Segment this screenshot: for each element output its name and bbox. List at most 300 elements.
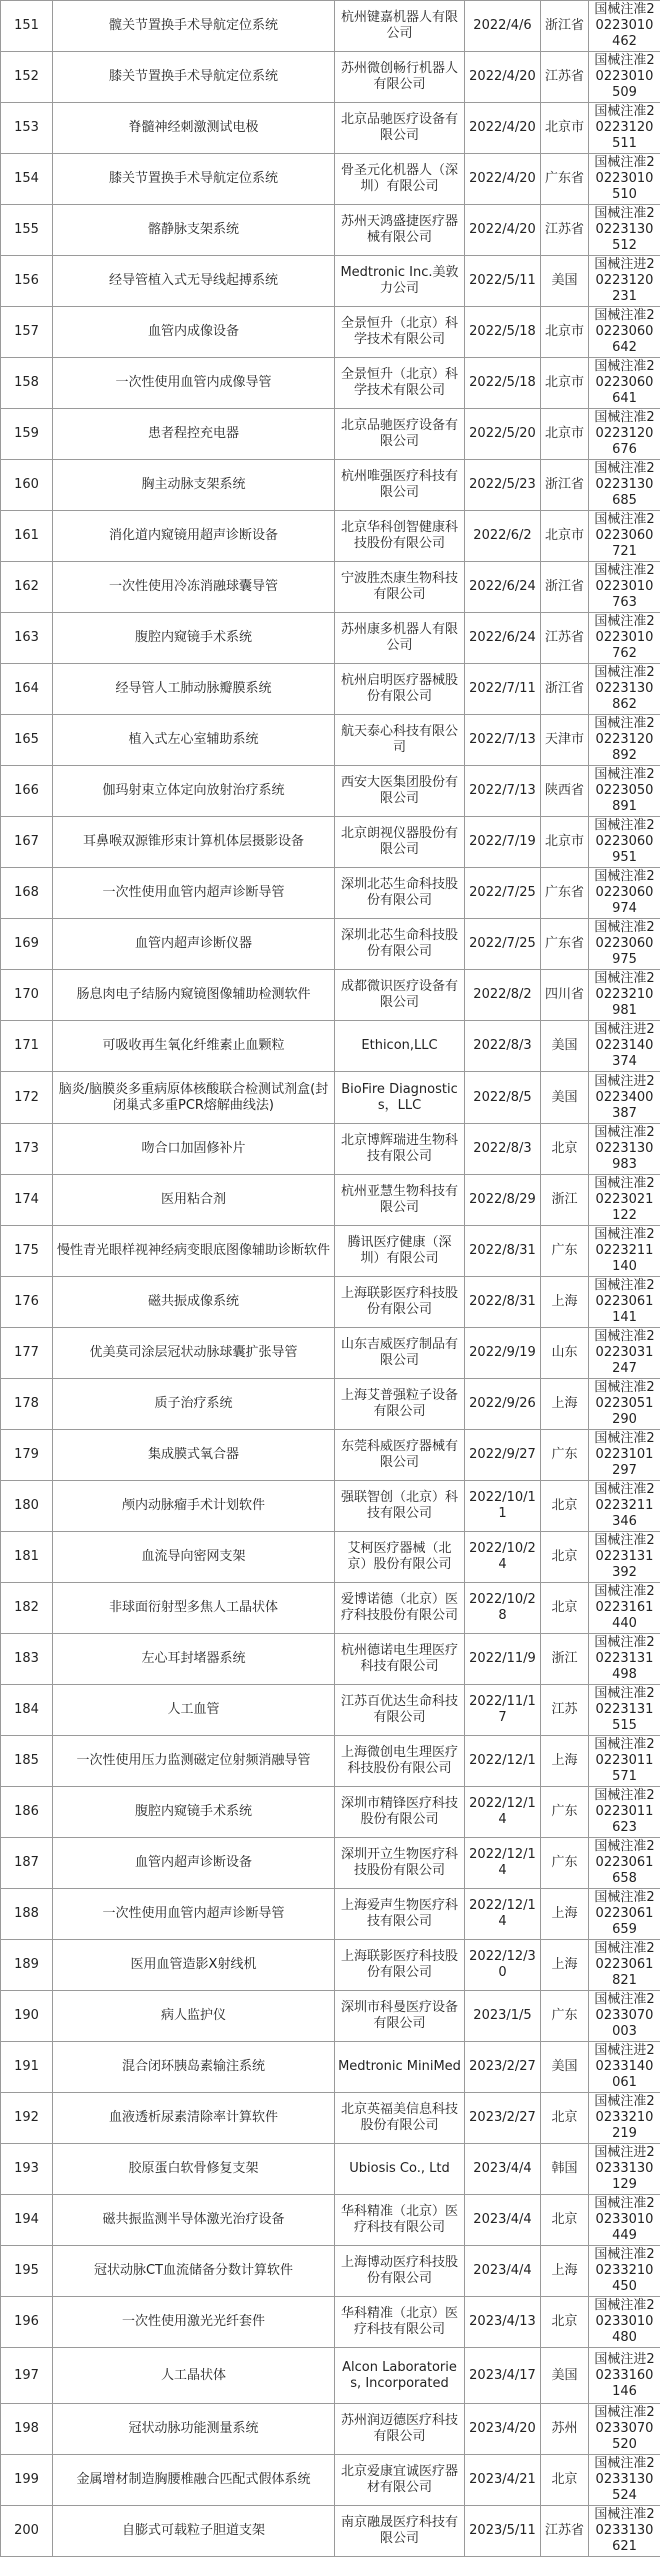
- row-number-cell: 198: [1, 2404, 53, 2455]
- table-row: [1, 2348, 660, 2404]
- table-row: [1, 307, 660, 358]
- table-row: [1, 1124, 660, 1175]
- registration-number-cell: 国械注准20233210450: [589, 2246, 660, 2297]
- registration-number-cell: 国械注准20233130524: [589, 2455, 660, 2506]
- region-cell: 广东: [541, 1838, 589, 1889]
- row-number-cell: 199: [1, 2455, 53, 2506]
- approval-date-cell: 2022/8/5: [465, 1072, 541, 1124]
- table-row: [1, 919, 660, 970]
- table-row: [1, 205, 660, 256]
- registration-number-cell: 国械注准20223060974: [589, 868, 660, 919]
- table-row: [1, 2246, 660, 2297]
- device-name-cell: 左心耳封堵器系统: [53, 1634, 335, 1685]
- region-cell: 上海: [541, 1736, 589, 1787]
- table-row: [1, 460, 660, 511]
- registration-number-cell: 国械注准20233010449: [589, 2195, 660, 2246]
- approval-date-cell: 2022/12/1: [465, 1736, 541, 1787]
- company-cell: 东莞科威医疗器械有限公司: [335, 1430, 465, 1481]
- table-row: [1, 613, 660, 664]
- device-name-cell: 髋关节置换手术导航定位系统: [53, 1, 335, 52]
- registration-number-cell: 国械注准20233070003: [589, 1991, 660, 2042]
- approval-date-cell: 2022/4/6: [465, 1, 541, 52]
- device-name-cell: 胸主动脉支架系统: [53, 460, 335, 511]
- device-name-cell: 人工晶状体: [53, 2348, 335, 2404]
- registration-number-cell: 国械注准20223130685: [589, 460, 660, 511]
- row-number-cell: 152: [1, 52, 53, 103]
- device-name-cell: 质子治疗系统: [53, 1379, 335, 1430]
- device-name-cell: 冠状动脉CT血流储备分数计算软件: [53, 2246, 335, 2297]
- table-row: [1, 358, 660, 409]
- region-cell: 北京: [541, 1583, 589, 1634]
- company-cell: 上海艾普强粒子设备有限公司: [335, 1379, 465, 1430]
- company-cell: 全景恒升（北京）科学技术有限公司: [335, 307, 465, 358]
- table-row: [1, 1481, 660, 1532]
- approval-date-cell: 2022/7/25: [465, 919, 541, 970]
- approval-date-cell: 2022/9/26: [465, 1379, 541, 1430]
- company-cell: 强联智创（北京）科技有限公司: [335, 1481, 465, 1532]
- approval-date-cell: 2022/5/11: [465, 256, 541, 307]
- registration-number-cell: 国械注准20223120892: [589, 715, 660, 766]
- device-name-cell: 一次性使用血管内超声诊断导管: [53, 1889, 335, 1940]
- approval-date-cell: 2022/12/14: [465, 1838, 541, 1889]
- company-cell: 北京华科创智健康科技股份有限公司: [335, 511, 465, 562]
- approval-date-cell: 2023/2/27: [465, 2042, 541, 2093]
- table-row: [1, 1736, 660, 1787]
- row-number-cell: 172: [1, 1072, 53, 1124]
- company-cell: 宁波胜杰康生物科技有限公司: [335, 562, 465, 613]
- region-cell: 上海: [541, 1277, 589, 1328]
- registration-number-cell: 国械注准20223161440: [589, 1583, 660, 1634]
- company-cell: 骨圣元化机器人（深圳）有限公司: [335, 154, 465, 205]
- table-row: [1, 970, 660, 1021]
- table-row: [1, 868, 660, 919]
- row-number-cell: 151: [1, 1, 53, 52]
- approval-date-cell: 2022/5/20: [465, 409, 541, 460]
- table-row: [1, 154, 660, 205]
- row-number-cell: 168: [1, 868, 53, 919]
- company-cell: 杭州唯强医疗科技有限公司: [335, 460, 465, 511]
- company-cell: 北京爱康宜诚医疗器材有限公司: [335, 2455, 465, 2506]
- region-cell: 陕西省: [541, 766, 589, 817]
- approval-date-cell: 2023/4/4: [465, 2195, 541, 2246]
- region-cell: 天津市: [541, 715, 589, 766]
- registration-number-cell: 国械注准20223131498: [589, 1634, 660, 1685]
- company-cell: 北京品驰医疗设备有限公司: [335, 409, 465, 460]
- row-number-cell: 169: [1, 919, 53, 970]
- row-number-cell: 191: [1, 2042, 53, 2093]
- table-row: [1, 817, 660, 868]
- company-cell: 华科精准（北京）医疗科技有限公司: [335, 2195, 465, 2246]
- region-cell: 上海: [541, 1379, 589, 1430]
- table-row: [1, 2042, 660, 2093]
- approval-date-cell: 2022/7/25: [465, 868, 541, 919]
- company-cell: 腾讯医疗健康（深圳）有限公司: [335, 1226, 465, 1277]
- row-number-cell: 161: [1, 511, 53, 562]
- approval-date-cell: 2023/4/4: [465, 2246, 541, 2297]
- device-name-cell: 一次性使用血管内超声诊断导管: [53, 868, 335, 919]
- row-number-cell: 157: [1, 307, 53, 358]
- row-number-cell: 173: [1, 1124, 53, 1175]
- company-cell: 苏州天鸿盛捷医疗器械有限公司: [335, 205, 465, 256]
- company-cell: 北京博辉瑞进生物科技有限公司: [335, 1124, 465, 1175]
- company-cell: 深圳市精锋医疗科技股份有限公司: [335, 1787, 465, 1838]
- company-cell: 杭州启明医疗器械股份有限公司: [335, 664, 465, 715]
- table-row: [1, 256, 660, 307]
- row-number-cell: 196: [1, 2297, 53, 2348]
- device-name-cell: 血管内成像设备: [53, 307, 335, 358]
- company-cell: Alcon Laboratories, Incorporated: [335, 2348, 465, 2404]
- registration-number-cell: 国械注准20223010763: [589, 562, 660, 613]
- approval-date-cell: 2022/9/27: [465, 1430, 541, 1481]
- approval-date-cell: 2022/7/19: [465, 817, 541, 868]
- region-cell: 北京市: [541, 409, 589, 460]
- row-number-cell: 167: [1, 817, 53, 868]
- approval-date-cell: 2022/6/24: [465, 562, 541, 613]
- registration-number-cell: 国械注准20223060975: [589, 919, 660, 970]
- region-cell: 浙江省: [541, 562, 589, 613]
- table-row: [1, 2093, 660, 2144]
- table-row: [1, 103, 660, 154]
- registration-number-cell: 国械注准20223130983: [589, 1124, 660, 1175]
- company-cell: 上海微创电生理医疗科技股份有限公司: [335, 1736, 465, 1787]
- table-row: [1, 1889, 660, 1940]
- region-cell: 广东: [541, 1991, 589, 2042]
- registration-number-cell: 国械注准20223060641: [589, 358, 660, 409]
- row-number-cell: 155: [1, 205, 53, 256]
- registration-number-cell: 国械注准20223210981: [589, 970, 660, 1021]
- device-name-cell: 血管内超声诊断仪器: [53, 919, 335, 970]
- region-cell: 江苏省: [541, 52, 589, 103]
- row-number-cell: 193: [1, 2144, 53, 2195]
- company-cell: 上海博动医疗科技股份有限公司: [335, 2246, 465, 2297]
- registration-number-cell: 国械注准20233210219: [589, 2093, 660, 2144]
- device-name-cell: 脑炎/脑膜炎多重病原体核酸联合检测试剂盒(封闭巢式多重PCR熔解曲线法): [53, 1072, 335, 1124]
- company-cell: 上海爱声生物医疗科技有限公司: [335, 1889, 465, 1940]
- table-row: [1, 1379, 660, 1430]
- registration-number-cell: 国械注准20223120676: [589, 409, 660, 460]
- registration-number-cell: 国械注进20223140374: [589, 1021, 660, 1072]
- company-cell: 全景恒升（北京）科学技术有限公司: [335, 358, 465, 409]
- row-number-cell: 187: [1, 1838, 53, 1889]
- row-number-cell: 190: [1, 1991, 53, 2042]
- region-cell: 广东省: [541, 868, 589, 919]
- table-row: [1, 1583, 660, 1634]
- company-cell: 深圳北芯生命科技股份有限公司: [335, 919, 465, 970]
- company-cell: 北京英福美信息科技股份有限公司: [335, 2093, 465, 2144]
- device-name-cell: 血液透析尿素清除率计算软件: [53, 2093, 335, 2144]
- registration-number-cell: 国械注准20223031247: [589, 1328, 660, 1379]
- company-cell: 苏州微创畅行机器人有限公司: [335, 52, 465, 103]
- company-cell: 苏州康多机器人有限公司: [335, 613, 465, 664]
- device-name-cell: 腹腔内窥镜手术系统: [53, 1787, 335, 1838]
- approval-date-cell: 2022/8/3: [465, 1021, 541, 1072]
- approval-date-cell: 2022/8/2: [465, 970, 541, 1021]
- registration-number-cell: 国械注准20223061141: [589, 1277, 660, 1328]
- registration-number-cell: 国械注准20223061658: [589, 1838, 660, 1889]
- row-number-cell: 162: [1, 562, 53, 613]
- region-cell: 江苏省: [541, 205, 589, 256]
- table-row: [1, 2455, 660, 2506]
- registration-number-cell: 国械注准20223101297: [589, 1430, 660, 1481]
- approval-date-cell: 2022/7/13: [465, 715, 541, 766]
- registration-number-cell: 国械注准20223010510: [589, 154, 660, 205]
- approval-date-cell: 2022/7/11: [465, 664, 541, 715]
- table-row: [1, 1277, 660, 1328]
- company-cell: 深圳北芯生命科技股份有限公司: [335, 868, 465, 919]
- region-cell: 北京市: [541, 511, 589, 562]
- company-cell: 北京品驰医疗设备有限公司: [335, 103, 465, 154]
- device-name-cell: 自膨式可载粒子胆道支架: [53, 2506, 335, 2557]
- region-cell: 上海: [541, 1889, 589, 1940]
- table-row: [1, 2506, 660, 2557]
- registration-number-cell: 国械注准20223131515: [589, 1685, 660, 1736]
- device-name-cell: 冠状动脉功能测量系统: [53, 2404, 335, 2455]
- registration-number-cell: 国械注进20233130129: [589, 2144, 660, 2195]
- company-cell: 成都微识医疗设备有限公司: [335, 970, 465, 1021]
- row-number-cell: 164: [1, 664, 53, 715]
- approval-date-cell: 2022/4/20: [465, 205, 541, 256]
- company-cell: 杭州亚慧生物科技有限公司: [335, 1175, 465, 1226]
- company-cell: Ubiosis Co., Ltd: [335, 2144, 465, 2195]
- device-name-cell: 吻合口加固修补片: [53, 1124, 335, 1175]
- device-name-cell: 腹腔内窥镜手术系统: [53, 613, 335, 664]
- registration-number-cell: 国械注准20223051290: [589, 1379, 660, 1430]
- registration-number-cell: 国械注准20233010480: [589, 2297, 660, 2348]
- device-name-cell: 颅内动脉瘤手术计划软件: [53, 1481, 335, 1532]
- region-cell: 四川省: [541, 970, 589, 1021]
- device-name-cell: 髂静脉支架系统: [53, 205, 335, 256]
- table-row: [1, 2404, 660, 2455]
- table-row: [1, 511, 660, 562]
- region-cell: 北京: [541, 2297, 589, 2348]
- row-number-cell: 153: [1, 103, 53, 154]
- table-row: [1, 664, 660, 715]
- region-cell: 北京: [541, 1532, 589, 1583]
- registration-number-cell: 国械注准20223050891: [589, 766, 660, 817]
- company-cell: 华科精准（北京）医疗科技有限公司: [335, 2297, 465, 2348]
- row-number-cell: 180: [1, 1481, 53, 1532]
- table-row: [1, 715, 660, 766]
- device-name-cell: 膝关节置换手术导航定位系统: [53, 52, 335, 103]
- table-row: [1, 1328, 660, 1379]
- registration-number-cell: 国械注准20223060721: [589, 511, 660, 562]
- device-name-cell: 磁共振监测半导体激光治疗设备: [53, 2195, 335, 2246]
- approval-date-cell: 2022/8/29: [465, 1175, 541, 1226]
- approval-date-cell: 2022/5/23: [465, 460, 541, 511]
- region-cell: 浙江: [541, 1175, 589, 1226]
- approval-date-cell: 2022/5/18: [465, 358, 541, 409]
- row-number-cell: 179: [1, 1430, 53, 1481]
- table-row: [1, 1634, 660, 1685]
- region-cell: 浙江: [541, 1634, 589, 1685]
- approval-date-cell: 2022/11/17: [465, 1685, 541, 1736]
- device-name-cell: 患者程控充电器: [53, 409, 335, 460]
- row-number-cell: 184: [1, 1685, 53, 1736]
- approval-date-cell: 2022/10/24: [465, 1532, 541, 1583]
- row-number-cell: 156: [1, 256, 53, 307]
- row-number-cell: 192: [1, 2093, 53, 2144]
- company-cell: 南京融晟医疗科技有限公司: [335, 2506, 465, 2557]
- registration-number-cell: 国械注准20223061821: [589, 1940, 660, 1991]
- row-number-cell: 171: [1, 1021, 53, 1072]
- device-name-cell: 植入式左心室辅助系统: [53, 715, 335, 766]
- device-name-cell: 医用血管造影X射线机: [53, 1940, 335, 1991]
- device-name-cell: 一次性使用血管内成像导管: [53, 358, 335, 409]
- row-number-cell: 185: [1, 1736, 53, 1787]
- approval-date-cell: 2023/5/11: [465, 2506, 541, 2557]
- device-name-cell: 血流导向密网支架: [53, 1532, 335, 1583]
- region-cell: 上海: [541, 2246, 589, 2297]
- row-number-cell: 183: [1, 1634, 53, 1685]
- company-cell: BioFire Diagnostics，LLC: [335, 1072, 465, 1124]
- row-number-cell: 178: [1, 1379, 53, 1430]
- region-cell: 广东: [541, 1226, 589, 1277]
- approval-date-cell: 2022/12/14: [465, 1889, 541, 1940]
- company-cell: 上海联影医疗科技股份有限公司: [335, 1940, 465, 1991]
- row-number-cell: 159: [1, 409, 53, 460]
- approval-date-cell: 2022/7/13: [465, 766, 541, 817]
- device-name-cell: 耳鼻喉双源锥形束计算机体层摄影设备: [53, 817, 335, 868]
- device-name-cell: 非球面衍射型多焦人工晶状体: [53, 1583, 335, 1634]
- row-number-cell: 174: [1, 1175, 53, 1226]
- table-row: [1, 1685, 660, 1736]
- table-row: [1, 2297, 660, 2348]
- region-cell: 北京: [541, 2093, 589, 2144]
- company-cell: Medtronic Inc.美敦力公司: [335, 256, 465, 307]
- region-cell: 广东省: [541, 154, 589, 205]
- device-name-cell: 一次性使用冷冻消融球囊导管: [53, 562, 335, 613]
- table-row: [1, 1, 660, 52]
- region-cell: 北京市: [541, 307, 589, 358]
- table-row: [1, 766, 660, 817]
- table-row: [1, 1991, 660, 2042]
- region-cell: 美国: [541, 2348, 589, 2404]
- approval-date-cell: 2022/12/14: [465, 1787, 541, 1838]
- registration-number-cell: 国械注准20223120511: [589, 103, 660, 154]
- table-row: [1, 409, 660, 460]
- approval-date-cell: 2023/4/21: [465, 2455, 541, 2506]
- region-cell: 美国: [541, 256, 589, 307]
- device-name-cell: 可吸收再生氧化纤维素止血颗粒: [53, 1021, 335, 1072]
- company-cell: 航天泰心科技有限公司: [335, 715, 465, 766]
- table-row: [1, 1532, 660, 1583]
- region-cell: 北京市: [541, 817, 589, 868]
- row-number-cell: 197: [1, 2348, 53, 2404]
- registration-number-cell: 国械注进20233160146: [589, 2348, 660, 2404]
- registration-number-cell: 国械注准20223131392: [589, 1532, 660, 1583]
- registration-number-cell: 国械注准20223011623: [589, 1787, 660, 1838]
- row-number-cell: 182: [1, 1583, 53, 1634]
- approval-date-cell: 2022/8/31: [465, 1277, 541, 1328]
- table-row: [1, 52, 660, 103]
- registration-number-cell: 国械注准20223010762: [589, 613, 660, 664]
- company-cell: 爱博诺德（北京）医疗科技股份有限公司: [335, 1583, 465, 1634]
- company-cell: 苏州润迈德医疗科技有限公司: [335, 2404, 465, 2455]
- table-row: [1, 1175, 660, 1226]
- approval-date-cell: 2022/12/30: [465, 1940, 541, 1991]
- table-row: [1, 1021, 660, 1072]
- row-number-cell: 181: [1, 1532, 53, 1583]
- device-name-cell: 优美莫司涂层冠状动脉球囊扩张导管: [53, 1328, 335, 1379]
- device-name-cell: 经导管植入式无导线起搏系统: [53, 256, 335, 307]
- region-cell: 江苏省: [541, 613, 589, 664]
- region-cell: 广东: [541, 1430, 589, 1481]
- device-name-cell: 消化道内窥镜用超声诊断设备: [53, 511, 335, 562]
- device-name-cell: 集成膜式氧合器: [53, 1430, 335, 1481]
- row-number-cell: 188: [1, 1889, 53, 1940]
- table-row: [1, 1787, 660, 1838]
- table-body: [1, 1, 660, 2557]
- row-number-cell: 160: [1, 460, 53, 511]
- region-cell: 美国: [541, 2042, 589, 2093]
- region-cell: 苏州: [541, 2404, 589, 2455]
- table-row: [1, 1838, 660, 1889]
- approval-date-cell: 2022/8/31: [465, 1226, 541, 1277]
- table-row: [1, 2195, 660, 2246]
- company-cell: 江苏百优达生命科技有限公司: [335, 1685, 465, 1736]
- registration-number-cell: 国械注进20233140061: [589, 2042, 660, 2093]
- company-cell: 北京朗视仪器股份有限公司: [335, 817, 465, 868]
- row-number-cell: 186: [1, 1787, 53, 1838]
- registration-number-cell: 国械注准20223060642: [589, 307, 660, 358]
- region-cell: 广东省: [541, 919, 589, 970]
- region-cell: 江苏省: [541, 2506, 589, 2557]
- registration-number-cell: 国械注准20233070520: [589, 2404, 660, 2455]
- row-number-cell: 166: [1, 766, 53, 817]
- approval-date-cell: 2022/10/28: [465, 1583, 541, 1634]
- approval-date-cell: 2022/11/9: [465, 1634, 541, 1685]
- registration-number-cell: 国械注准20223010462: [589, 1, 660, 52]
- company-cell: 山东吉威医疗制品有限公司: [335, 1328, 465, 1379]
- region-cell: 美国: [541, 1072, 589, 1124]
- approval-date-cell: 2022/4/20: [465, 52, 541, 103]
- row-number-cell: 175: [1, 1226, 53, 1277]
- approval-date-cell: 2022/4/20: [465, 154, 541, 205]
- device-name-cell: 医用粘合剂: [53, 1175, 335, 1226]
- region-cell: 北京: [541, 1481, 589, 1532]
- region-cell: 北京: [541, 1124, 589, 1175]
- approval-date-cell: 2022/10/11: [465, 1481, 541, 1532]
- table-row: [1, 1226, 660, 1277]
- device-name-cell: 血管内超声诊断设备: [53, 1838, 335, 1889]
- row-number-cell: 170: [1, 970, 53, 1021]
- device-name-cell: 经导管人工肺动脉瓣膜系统: [53, 664, 335, 715]
- approval-date-cell: 2023/2/27: [465, 2093, 541, 2144]
- table-row: [1, 562, 660, 613]
- approval-date-cell: 2023/1/5: [465, 1991, 541, 2042]
- table-row: [1, 2144, 660, 2195]
- device-name-cell: 混合闭环胰岛素输注系统: [53, 2042, 335, 2093]
- registration-number-cell: 国械注准20223011571: [589, 1736, 660, 1787]
- region-cell: 浙江省: [541, 460, 589, 511]
- registration-number-cell: 国械注准20223211140: [589, 1226, 660, 1277]
- approval-date-cell: 2023/4/20: [465, 2404, 541, 2455]
- device-name-cell: 膝关节置换手术导航定位系统: [53, 154, 335, 205]
- row-number-cell: 200: [1, 2506, 53, 2557]
- approval-date-cell: 2023/4/17: [465, 2348, 541, 2404]
- row-number-cell: 163: [1, 613, 53, 664]
- region-cell: 上海: [541, 1940, 589, 1991]
- row-number-cell: 195: [1, 2246, 53, 2297]
- registration-number-cell: 国械注准20223010509: [589, 52, 660, 103]
- company-cell: 艾柯医疗器械（北京）股份有限公司: [335, 1532, 465, 1583]
- registration-number-cell: 国械注准20223130862: [589, 664, 660, 715]
- device-name-cell: 脊髓神经刺激测试电极: [53, 103, 335, 154]
- row-number-cell: 189: [1, 1940, 53, 1991]
- region-cell: 江苏: [541, 1685, 589, 1736]
- registration-number-cell: 国械注准20223061659: [589, 1889, 660, 1940]
- row-number-cell: 194: [1, 2195, 53, 2246]
